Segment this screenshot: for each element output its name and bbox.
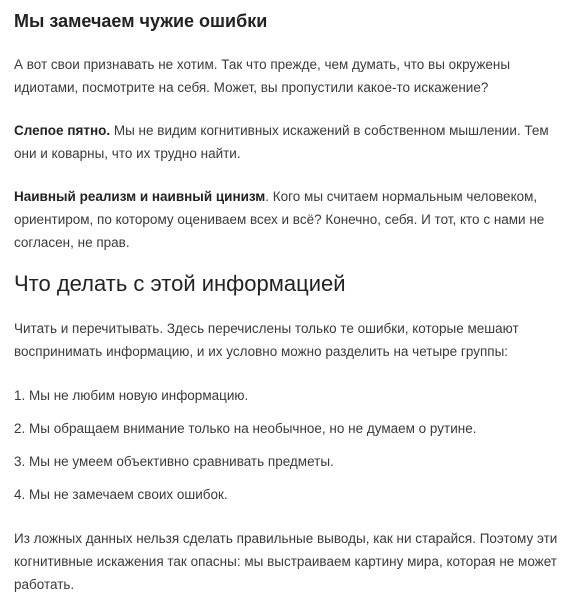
subsection-heading: Что делать с этой информацией bbox=[14, 271, 346, 296]
list-item: 3. Мы не умеем объективно сравнивать предметы. bbox=[14, 454, 334, 469]
list-item: 1. Мы не любим новую информацию. bbox=[14, 388, 249, 403]
section-heading: Мы замечаем чужие ошибки bbox=[14, 11, 268, 31]
naive-realism-term: Наивный реализм и наивный цинизм bbox=[14, 189, 266, 204]
list-item: 2. Мы обращаем внимание только на необычное, но не думаем о рутине. bbox=[14, 421, 477, 436]
list-item: 4. Мы не замечаем своих ошибок. bbox=[14, 487, 228, 502]
naive-realism-paragraph bbox=[14, 185, 564, 254]
blind-spot-text: Мы не видим когнитивных искажений в собственном мышлении. Тем они и коварны, что их трудно найти. bbox=[14, 123, 549, 161]
naive-realism-text: . Кого мы считаем нормальным человеком, ориентиром, по которому оцениваем всех и всё? Конечно, себя. И тот, кто с нами не согласен, не прав. bbox=[14, 189, 545, 250]
blind-spot-paragraph bbox=[14, 119, 564, 165]
blind-spot-term: Слепое пятно. bbox=[14, 123, 111, 138]
advice-paragraph: Читать и перечитывать. Здесь перечислены только те ошибки, которые мешают воспринимать информацию, и их условно можно разделить на четыре группы: bbox=[14, 321, 519, 359]
conclusion-paragraph: Из ложных данных нельзя сделать правильные выводы, как ни старайся. Поэтому эти когнитивные искажения так опасны: мы выстраиваем картину мира, которая не может работать. bbox=[14, 531, 558, 592]
intro-paragraph: А вот свои признавать не хотим. Так что прежде, чем думать, что вы окружены идиотами, посмотрите на себя. Может, вы пропустили какое-то искажение? bbox=[14, 57, 511, 95]
